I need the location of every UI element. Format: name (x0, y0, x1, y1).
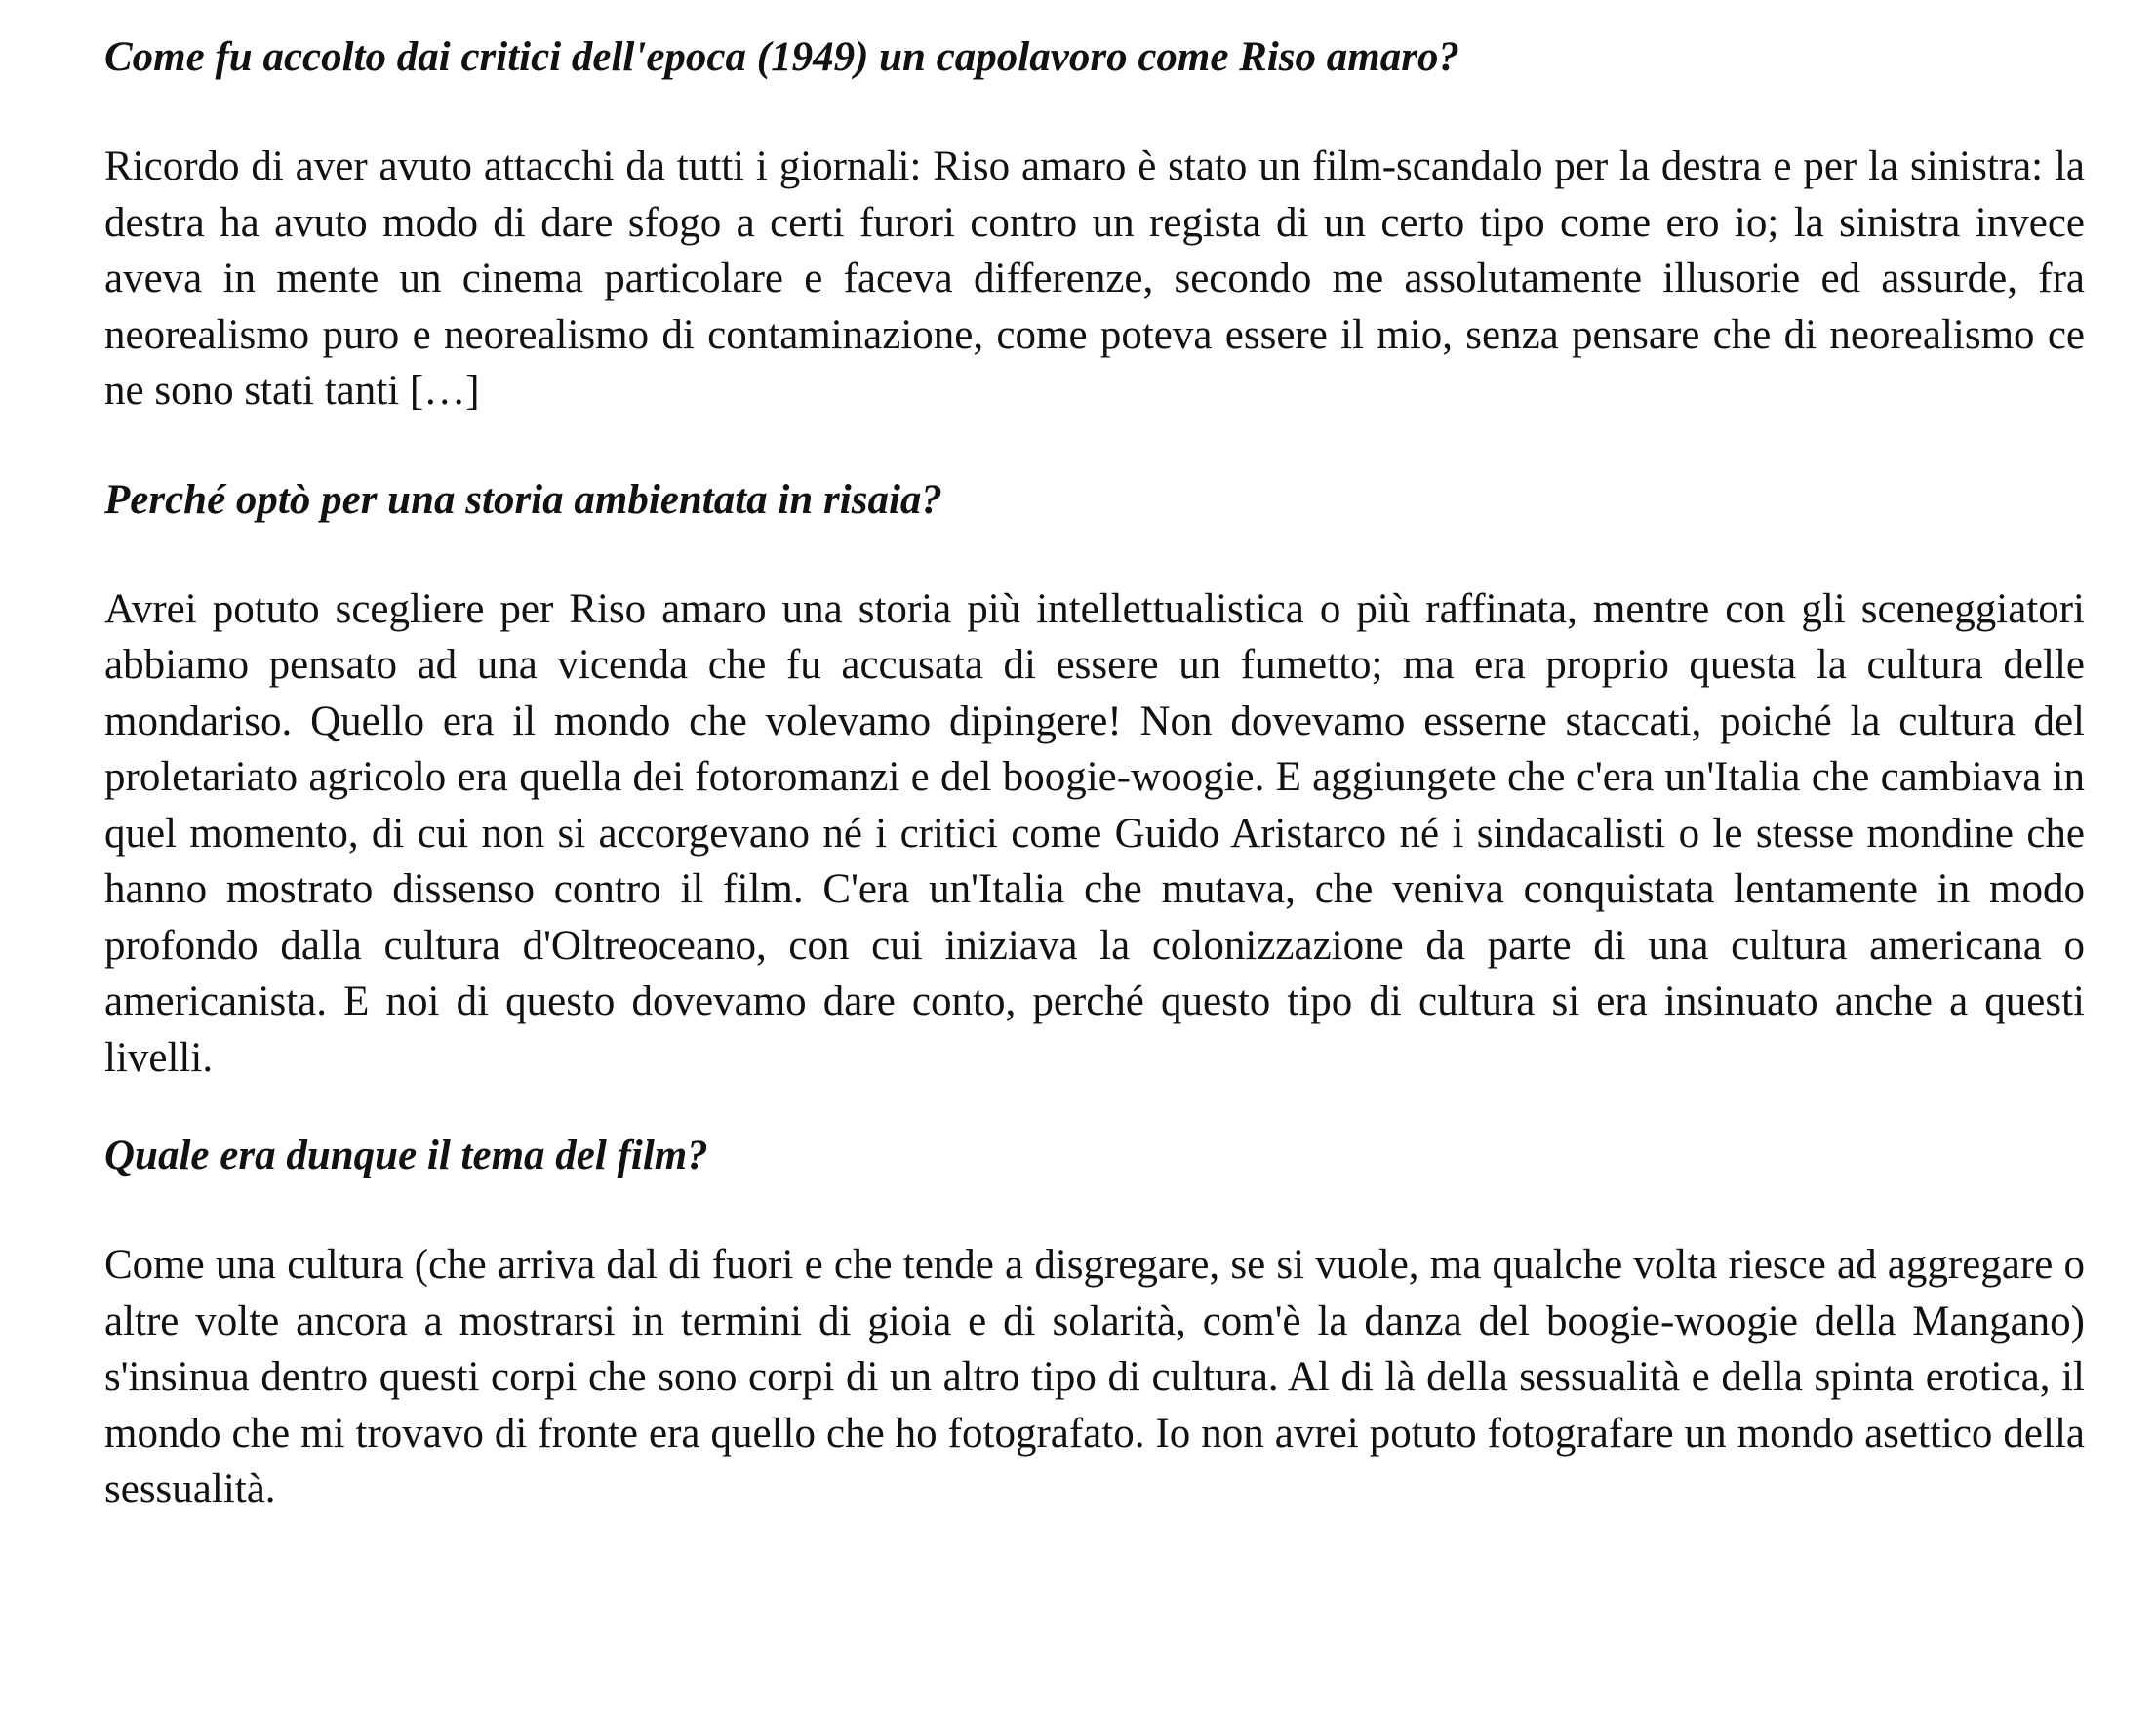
answer-paragraph: Avrei potuto scegliere per Riso amaro una storia più intellettualistica o più raffinata, mentre con gli sceneggiatori abbiamo pensato ad una vicenda che fu accusata di essere un fumetto; ma era proprio questa la cultura delle mondariso. Quello era il mondo che volevamo dipingere! Non dovevamo esserne staccati, poiché la cultura del proletariato agricolo era quella dei fotoromanzi e del boogie-woogie. E aggiungete che c'era un'Italia che cambiava in quel momento, di cui non si accorgevano né i critici come Guido Aristarco né i sindacalisti o le stesse mondine che hanno mostrato dissenso contro il film. C'era un'Italia che mutava, che veniva conquistata lentamente in modo profondo dalla cultura d'Oltreoceano, con cui iniziava la colonizzazione da parte di una cultura americana o americanista. E noi di questo dovevamo dare conto, perché questo tipo di cultura si era insinuato anche a questi livelli. (104, 585, 2085, 1081)
question-heading: Perché optò per una storia ambientata in risaia? (104, 476, 942, 523)
question-heading: Come fu accolto dai critici dell'epoca (1949) un capolavoro come Riso amaro? (104, 34, 1459, 80)
answer-paragraph: Come una cultura (che arriva dal di fuori e che tende a disgregare, se si vuole, ma qualche volta riesce ad aggregare o altre volte ancora a mostrarsi in termini di gioia e di solarità, com'è la danza del boogie-woogie della Mangano) s'insinua dentro questi corpi che sono corpi di un altro tipo di cultura. Al di là della sessualità e della spinta erotica, il mondo che mi trovavo di fronte era quello che ho fotografato. Io non avrei potuto fotografare un mondo asettico della sessualità. (104, 1242, 2085, 1512)
interview-document (104, 20, 2085, 1518)
question-heading: Quale era dunque il tema del film? (104, 1133, 708, 1178)
answer-paragraph: Ricordo di aver avuto attacchi da tutti i giornali: Riso amaro è stato un film-scandalo per la destra e per la sinistra: la destra ha avuto modo di dare sfogo a certi furori contro un regista di un certo tipo come ero io; la sinistra invece aveva in mente un cinema particolare e faceva differenze, secondo me assolutamente illusorie ed assurde, fra neorealismo puro e neorealismo di contaminazione, come poteva essere il mio, senza pensare che di neorealismo ce ne sono stati tanti […] (104, 143, 2085, 414)
